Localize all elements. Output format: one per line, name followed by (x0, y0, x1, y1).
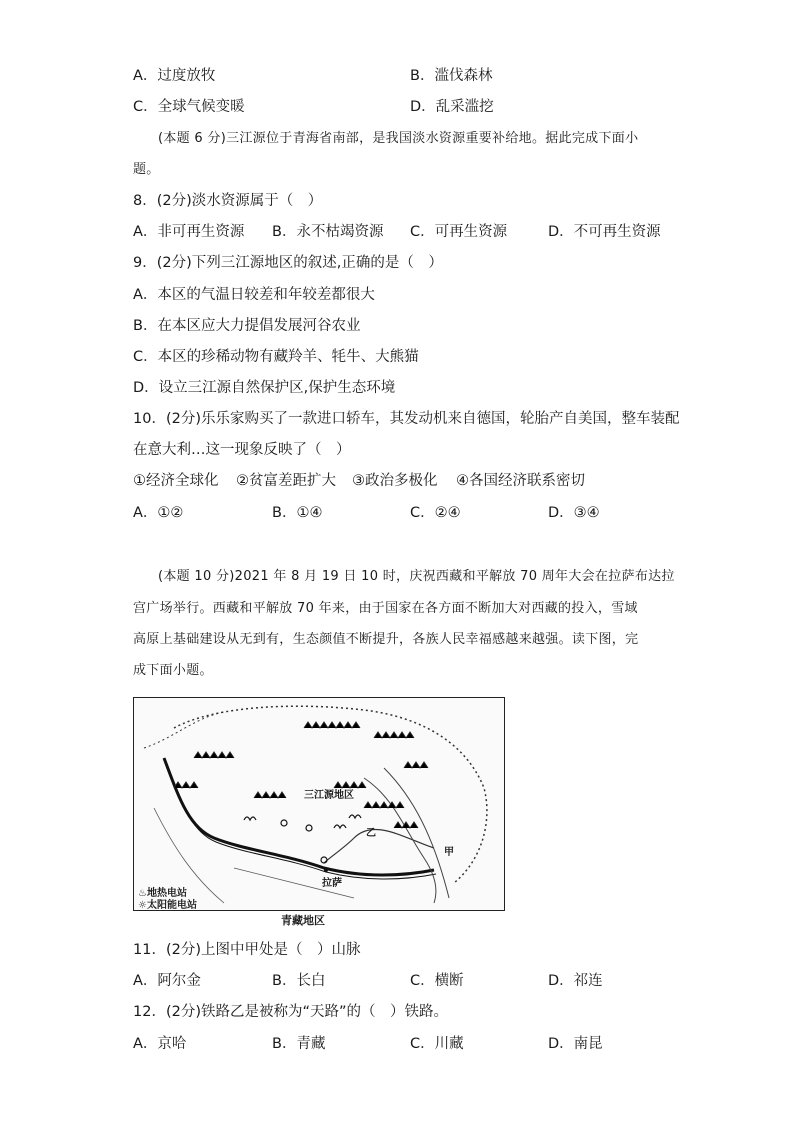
q7-option-b: B．滥伐森林 (410, 68, 493, 84)
q11-option-d: D．祁连 (548, 973, 603, 989)
q10-option-c: C．②④ (410, 505, 461, 521)
q10-option-a: A．①② (133, 505, 184, 521)
q11-stem: 11．(2分)上图中甲处是（ ）山脉 (133, 942, 361, 958)
q9-option-c: C．本区的珍稀动物有藏羚羊、牦牛、大熊猫 (133, 349, 419, 365)
q8-option-a: A．非可再生资源 (133, 224, 245, 240)
q12-option-a: A．京哈 (133, 1036, 187, 1052)
q12-option-b: B．青藏 (272, 1036, 326, 1052)
q9-option-b: B．在本区应大力提倡发展河谷农业 (133, 318, 361, 334)
map-graphic (134, 698, 504, 910)
q12-option-c: C．川藏 (410, 1036, 464, 1052)
q8-stem: 8．(2分)淡水资源属于（ ） (133, 193, 323, 209)
legend-geothermal: ♨地热电站 (138, 888, 187, 899)
map-label-yi: 乙 (366, 828, 376, 839)
q7-option-c: C．全球气候变暖 (133, 99, 245, 115)
q11-option-b: B．长白 (272, 973, 326, 989)
q12-option-d: D．南昆 (548, 1036, 603, 1052)
q10-item-2: ②贫富差距扩大 (236, 473, 336, 489)
intro2-line1: (本题 10 分)2021 年 8 月 19 日 10 时，庆祝西藏和平解放 70 周年大会在拉萨布达拉 (158, 569, 675, 584)
q7-option-d: D．乱采滥挖 (410, 99, 494, 115)
q10-item-3: ③政治多极化 (352, 473, 438, 489)
map-label-jia: 甲 (444, 847, 454, 858)
q10-stem-line2: 在意大利…这一现象反映了（ ） (133, 442, 351, 458)
q12-stem: 12．(2分)铁路乙是被称为“天路”的（ ）铁路。 (133, 1004, 449, 1020)
q10-option-b: B．①④ (272, 505, 323, 521)
q9-option-a: A．本区的气温日较差和年较差都很大 (133, 287, 375, 303)
intro1-line1: (本题 6 分)三江源位于青海省南部，是我国淡水资源重要补给地。据此完成下面小 (158, 131, 639, 146)
q10-item-1: ①经济全球化 (133, 473, 219, 489)
map-label-sanjiangyuan: 三江源地区 (304, 790, 354, 801)
sun-icon: ☼ (138, 900, 147, 911)
q8-option-b: B．永不枯竭资源 (272, 224, 384, 240)
q11-option-c: C．横断 (410, 973, 464, 989)
q7-option-a: A．过度放牧 (133, 68, 216, 84)
qinghai-tibet-map (133, 697, 505, 911)
map-caption: 青藏地区 (281, 914, 325, 927)
q10-item-4: ④各国经济联系密切 (456, 473, 585, 489)
q10-option-d: D．③④ (548, 505, 600, 521)
q11-option-a: A．阿尔金 (133, 973, 201, 989)
q10-stem-line1: 10．(2分)乐乐家购买了一款进口轿车，其发动机来自德国，轮胎产自美国，整车装配 (133, 411, 680, 427)
intro1-line2: 题。 (133, 162, 160, 177)
intro2-line4: 成下面小题。 (133, 663, 213, 678)
legend-solar: ☼太阳能电站 (138, 900, 197, 911)
intro2-line2: 宫广场举行。西藏和平解放 70 年来，由于国家在各方面不断加大对西藏的投入，雪域 (133, 601, 638, 616)
q9-option-d: D．设立三江源自然保护区,保护生态环境 (133, 380, 396, 396)
q9-stem: 9．(2分)下列三江源地区的叙述,正确的是（ ） (133, 255, 443, 271)
intro2-line3: 高原上基础建设从无到有，生态颜值不断提升，各族人民幸福感越来越强。读下图，完 (133, 632, 639, 647)
geothermal-icon: ♨ (138, 888, 147, 899)
q8-option-c: C．可再生资源 (410, 224, 508, 240)
q8-option-d: D．不可再生资源 (548, 224, 661, 240)
map-label-lhasa: 拉萨 (322, 878, 342, 889)
